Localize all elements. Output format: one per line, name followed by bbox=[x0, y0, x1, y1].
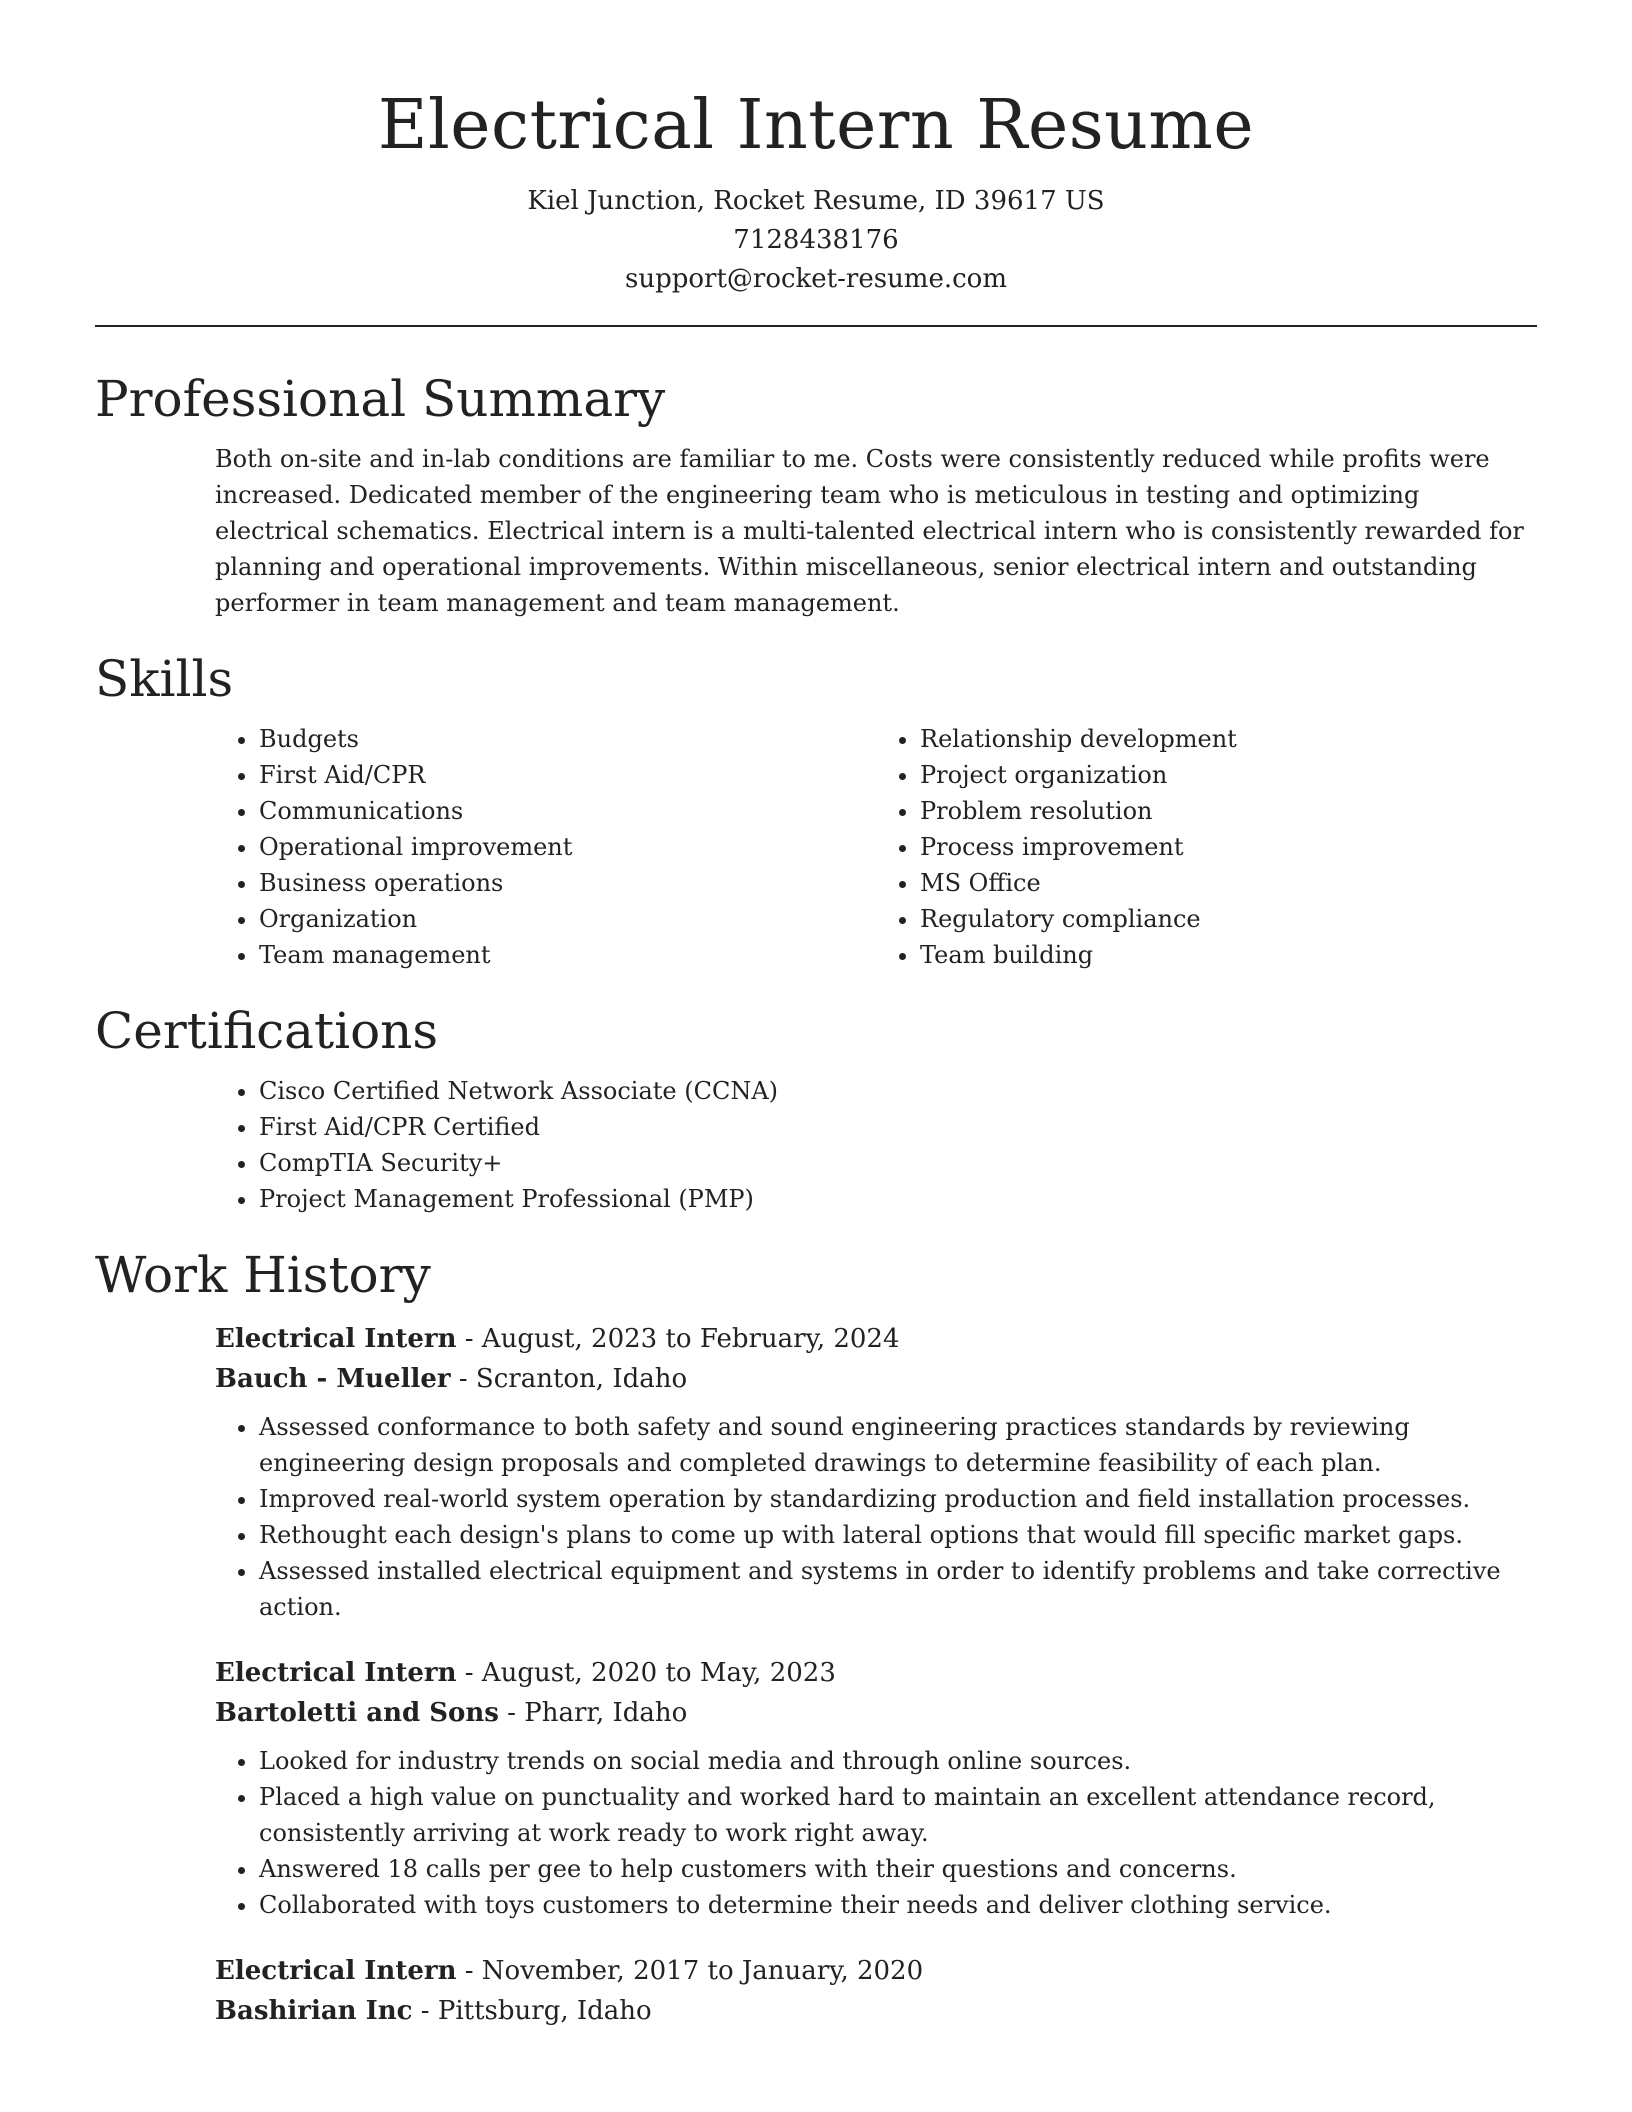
summary-text: Both on-site and in-lab conditions are familiar to me. Costs were consistently reduced while profits were increased. Dedicated member of the engineering team who is meticulous in testing and optimizing electrical schematics. Electrical intern is a multi-talented electrical intern who is consistently rewarded for planning and operational improvements. Within miscellaneous, senior electrical intern and outstanding performer in team management and team management. bbox=[215, 445, 1524, 617]
list-item: • Business operations bbox=[259, 865, 876, 901]
job-company-line bbox=[215, 1693, 1537, 1733]
job-location: - Pharr, Idaho bbox=[498, 1698, 688, 1728]
job-company: Bartoletti and Sons bbox=[215, 1698, 499, 1728]
contact-address: Kiel Junction, Rocket Resume, ID 39617 US bbox=[527, 186, 1105, 216]
job-entry bbox=[95, 1653, 1537, 1923]
job-company-line bbox=[215, 1991, 1537, 2031]
list-item: • Team building bbox=[920, 937, 1537, 973]
job-entry bbox=[95, 1319, 1537, 1625]
job-bullets bbox=[215, 1409, 1537, 1625]
list-item: • Budgets bbox=[259, 721, 876, 757]
job-dates: - August, 2020 to May, 2023 bbox=[456, 1658, 836, 1688]
list-item: • Operational improvement bbox=[259, 829, 876, 865]
job-company-line bbox=[215, 1359, 1537, 1399]
summary-heading: Professional Summary bbox=[95, 370, 666, 428]
list-item: • Collaborated with toys customers to determine their needs and deliver clothing service. bbox=[259, 1887, 1537, 1923]
list-item: • Relationship development bbox=[920, 721, 1537, 757]
list-item: • Assessed conformance to both safety and sound engineering practices standards by reviewing engineering design proposals and completed drawings to determine feasibility of each plan. bbox=[259, 1409, 1537, 1481]
list-item: • Assessed installed electrical equipment and systems in order to identify problems and take corrective action. bbox=[259, 1553, 1537, 1625]
list-item: • Answered 18 calls per gee to help customers with their questions and concerns. bbox=[259, 1851, 1537, 1887]
work-history-heading: Work History bbox=[95, 1246, 431, 1304]
job-company: Bauch - Mueller bbox=[215, 1364, 451, 1394]
job-title-line bbox=[215, 1319, 1537, 1359]
resume-header bbox=[95, 0, 1537, 299]
list-item: • MS Office bbox=[920, 865, 1537, 901]
header-divider bbox=[95, 325, 1537, 327]
certifications-list bbox=[215, 1073, 1537, 1217]
job-role: Electrical Intern bbox=[215, 1956, 457, 1986]
list-item: • Placed a high value on punctuality and worked hard to maintain an excellent attendance record, consistently arriving at work ready to work right away. bbox=[259, 1779, 1537, 1851]
job-entry bbox=[95, 1951, 1537, 2031]
list-item: • Improved real-world system operation by standardizing production and field installation processes. bbox=[259, 1481, 1537, 1517]
list-item: • Process improvement bbox=[920, 829, 1537, 865]
work-history-section bbox=[95, 1243, 1537, 2031]
skills-grid bbox=[95, 721, 1537, 973]
list-item: • Looked for industry trends on social media and through online sources. bbox=[259, 1743, 1537, 1779]
summary-section bbox=[95, 367, 1537, 621]
job-role: Electrical Intern bbox=[215, 1658, 457, 1688]
list-item: • Project organization bbox=[920, 757, 1537, 793]
contact-phone: 7128438176 bbox=[733, 225, 899, 255]
job-location: - Scranton, Idaho bbox=[450, 1364, 688, 1394]
resume-title: Electrical Intern Resume bbox=[377, 86, 1255, 165]
list-item: • First Aid/CPR bbox=[259, 757, 876, 793]
job-location: - Pittsburg, Idaho bbox=[412, 1996, 652, 2026]
list-item: • Organization bbox=[259, 901, 876, 937]
job-title-line bbox=[215, 1653, 1537, 1693]
list-item: • Project Management Professional (PMP) bbox=[259, 1181, 1537, 1217]
skills-section bbox=[95, 647, 1537, 973]
certifications-heading: Certifications bbox=[95, 1002, 439, 1060]
list-item: • CompTIA Security+ bbox=[259, 1145, 1537, 1181]
list-item: • First Aid/CPR Certified bbox=[259, 1109, 1537, 1145]
list-item: • Problem resolution bbox=[920, 793, 1537, 829]
contact-email: support@rocket-resume.com bbox=[624, 264, 1007, 294]
job-dates: - November, 2017 to January, 2020 bbox=[456, 1956, 924, 1986]
list-item: • Communications bbox=[259, 793, 876, 829]
job-title-line bbox=[215, 1951, 1537, 1991]
list-item: • Cisco Certified Network Associate (CCNA) bbox=[259, 1073, 1537, 1109]
list-item: • Regulatory compliance bbox=[920, 901, 1537, 937]
job-role: Electrical Intern bbox=[215, 1324, 457, 1354]
list-item: • Team management bbox=[259, 937, 876, 973]
skills-list-left bbox=[215, 721, 876, 973]
certifications-body bbox=[95, 1073, 1537, 1217]
list-item: • Rethought each design's plans to come up with lateral options that would fill specific market gaps. bbox=[259, 1517, 1537, 1553]
skills-list-right bbox=[876, 721, 1537, 973]
job-dates: - August, 2023 to February, 2024 bbox=[456, 1324, 900, 1354]
skills-heading: Skills bbox=[95, 650, 234, 708]
certifications-section bbox=[95, 999, 1537, 1217]
job-bullets bbox=[215, 1743, 1537, 1923]
job-company: Bashirian Inc bbox=[215, 1996, 413, 2026]
contact-block bbox=[95, 182, 1537, 299]
